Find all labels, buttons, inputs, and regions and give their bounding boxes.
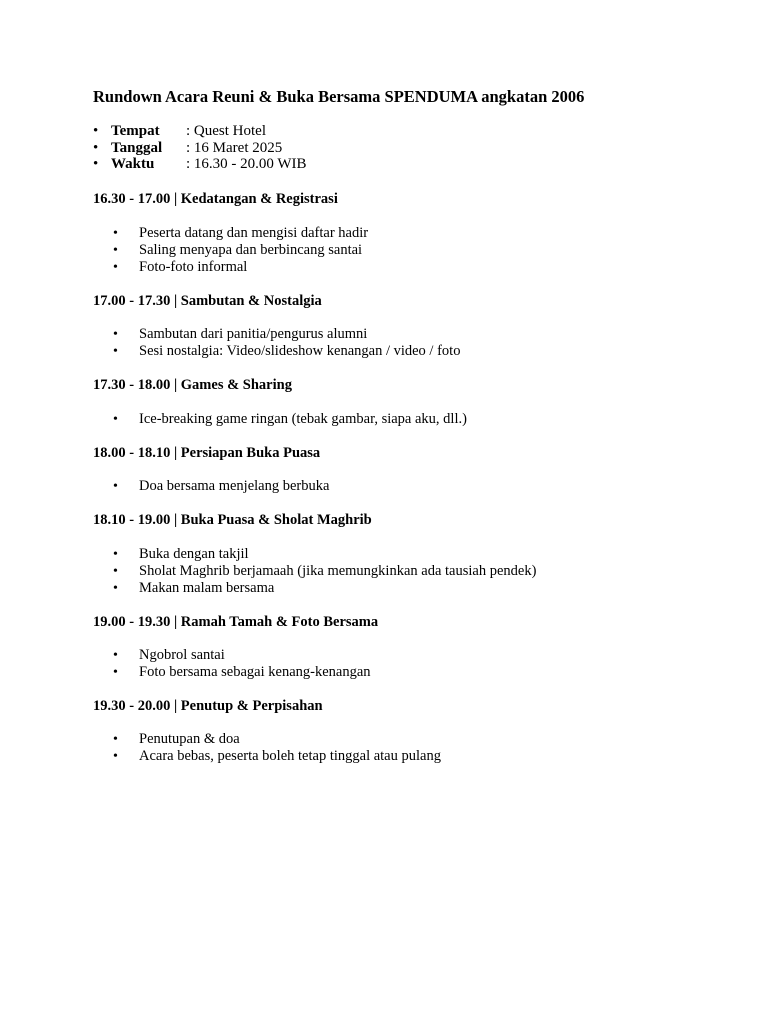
info-label: Tanggal: [111, 139, 163, 156]
bullet-icon: •: [113, 547, 118, 562]
list-item-text: Acara bebas, peserta boleh tetap tinggal atau pulang: [139, 748, 441, 764]
info-value: : 16.30 - 20.00 WIB: [186, 156, 307, 173]
bullet-icon: •: [113, 564, 118, 579]
info-value: : Quest Hotel: [186, 123, 266, 139]
list-item-text: Penutupan & doa: [139, 731, 240, 747]
list-item-text: Foto-foto informal: [139, 259, 248, 275]
bullet-icon: •: [113, 412, 118, 427]
list-item-text: Sesi nostalgia: Video/slideshow kenangan / video / foto: [139, 343, 461, 359]
info-value: : 16 Maret 2025: [186, 139, 283, 156]
bullet-icon: •: [93, 139, 99, 156]
section-heading-penutup: 19.30 - 20.00 | Penutup & Perpisahan: [93, 698, 323, 714]
list-item-text: Saling menyapa dan berbincang santai: [139, 242, 363, 258]
section-heading-kedatangan: 16.30 - 17.00 | Kedatangan & Registrasi: [93, 191, 338, 207]
bullet-icon: •: [113, 732, 118, 747]
list-item-text: Ngobrol santai: [139, 647, 225, 663]
bullet-icon: •: [113, 648, 118, 663]
bullet-icon: •: [113, 327, 118, 342]
list-item-text: Peserta datang dan mengisi daftar hadir: [139, 225, 369, 241]
list-item-text: Buka dengan takjil: [139, 546, 249, 562]
bullet-icon: •: [113, 749, 118, 764]
info-label: Waktu: [111, 156, 155, 173]
section-heading-buka-puasa: 18.10 - 19.00 | Buka Puasa & Sholat Maghrib: [93, 512, 372, 528]
info-label: Tempat: [111, 123, 160, 139]
bullet-icon: •: [113, 243, 118, 258]
list-item-text: Makan malam bersama: [139, 580, 275, 596]
section-heading-persiapan: 18.00 - 18.10 | Persiapan Buka Puasa: [93, 445, 321, 461]
bullet-icon: •: [113, 665, 118, 680]
list-item-text: Foto bersama sebagai kenang-kenangan: [139, 664, 371, 680]
bullet-icon: •: [113, 344, 118, 359]
bullet-icon: •: [93, 156, 99, 173]
bullet-icon: •: [113, 260, 118, 275]
section-heading-sambutan: 17.00 - 17.30 | Sambutan & Nostalgia: [93, 293, 322, 309]
list-item-text: Sambutan dari panitia/pengurus alumni: [139, 326, 368, 342]
section-heading-ramah-tamah: 19.00 - 19.30 | Ramah Tamah & Foto Bersama: [93, 614, 379, 630]
bullet-icon: •: [113, 479, 118, 494]
bullet-icon: •: [113, 581, 118, 596]
bullet-icon: •: [93, 123, 99, 139]
bullet-icon: •: [113, 226, 118, 241]
list-item-text: Doa bersama menjelang berbuka: [139, 478, 330, 494]
list-item-text: Ice-breaking game ringan (tebak gambar, siapa aku, dll.): [139, 411, 467, 427]
list-item-text: Sholat Maghrib berjamaah (jika memungkinkan ada tausiah pendek): [139, 563, 537, 579]
document-title: Rundown Acara Reuni & Buka Bersama SPENDUMA angkatan 2006: [93, 87, 585, 106]
section-heading-games: 17.30 - 18.00 | Games & Sharing: [93, 377, 292, 393]
